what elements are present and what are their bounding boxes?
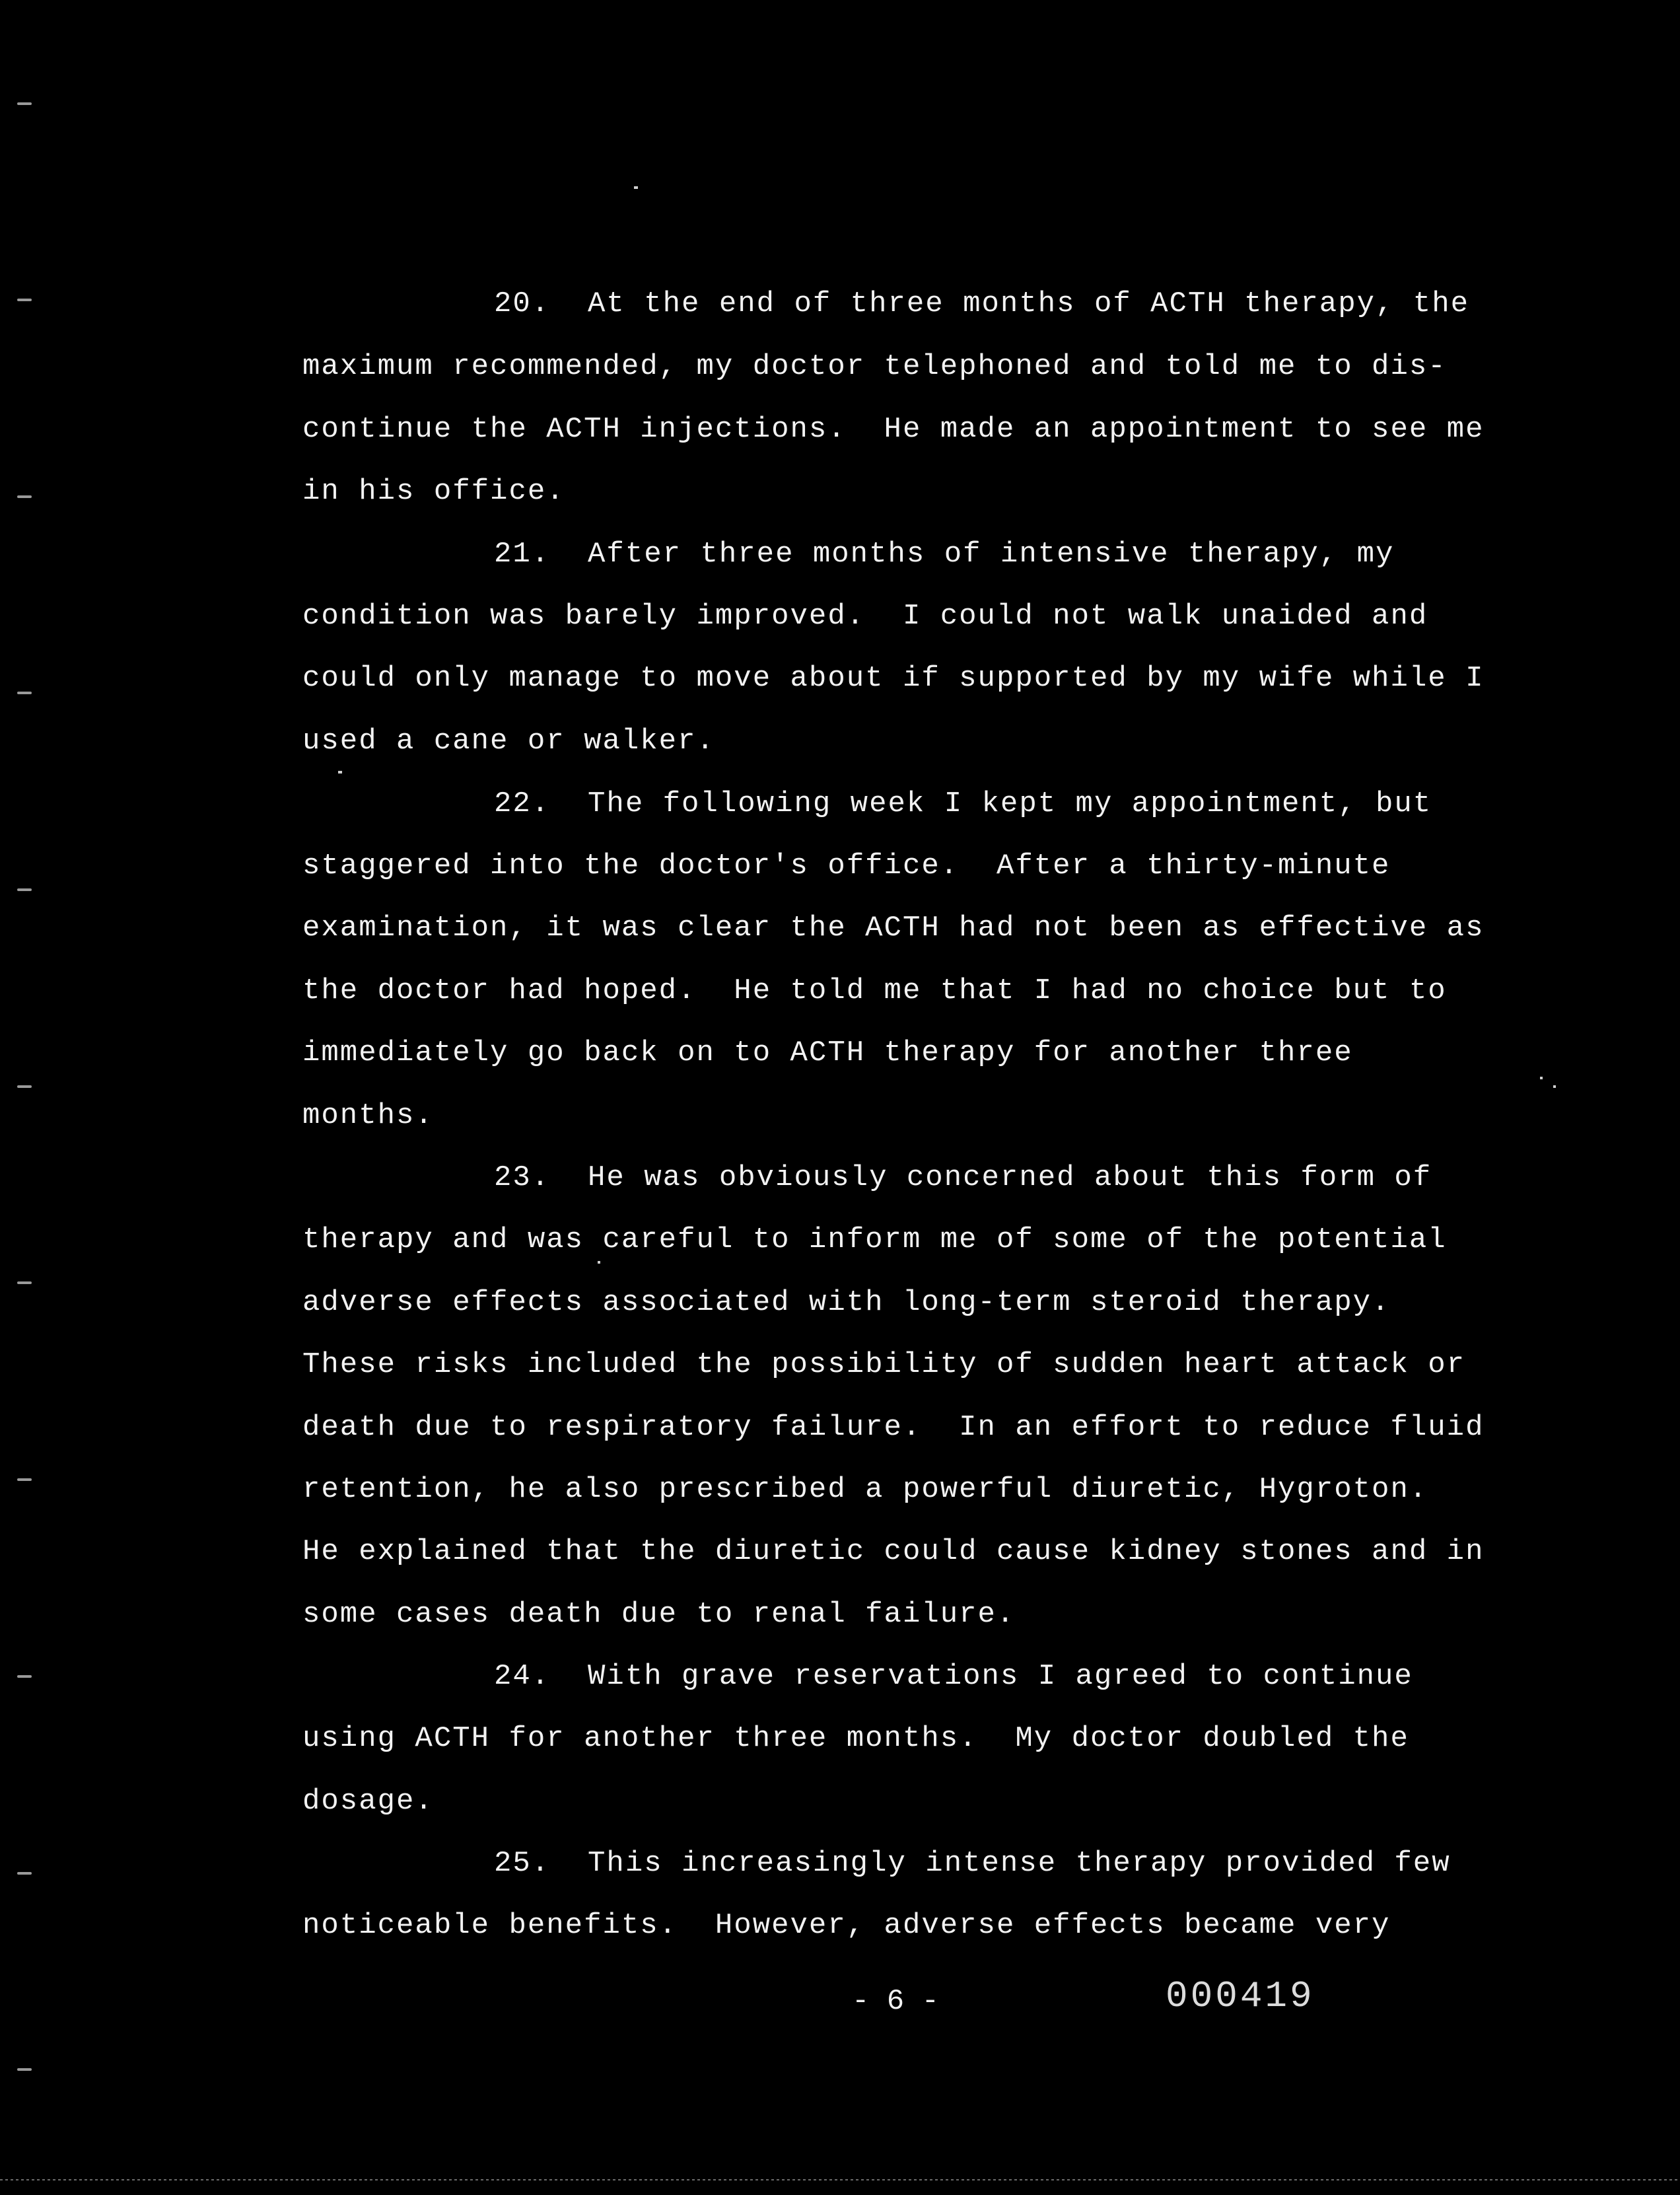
bates-number: 000419 — [1166, 1975, 1315, 2017]
scan-mark — [17, 1478, 32, 1481]
text-line: maximum recommended, my doctor telephoned and told me to dis- — [302, 350, 1447, 383]
text-line: 23. He was obviously concerned about this form of — [494, 1161, 1432, 1194]
text-line: months. — [302, 1099, 434, 1132]
scan-mark — [17, 888, 32, 891]
scan-mark — [17, 1085, 32, 1088]
scan-speck — [1540, 1077, 1543, 1079]
text-line: 20. At the end of three months of ACTH therapy, the — [494, 287, 1470, 320]
scan-mark — [17, 1281, 32, 1284]
scan-speck — [598, 1261, 600, 1264]
scan-mark — [17, 495, 32, 498]
scan-mark — [17, 102, 32, 105]
text-line: condition was barely improved. I could not walk unaided and — [302, 600, 1428, 633]
scan-speck — [338, 771, 342, 774]
text-line: therapy and was careful to inform me of some of the potential — [302, 1223, 1447, 1256]
scan-mark — [17, 1675, 32, 1678]
scan-mark — [17, 2068, 32, 2071]
text-line: 24. With grave reservations I agreed to continue — [494, 1660, 1413, 1693]
text-line: continue the ACTH injections. He made an appointment to see me — [302, 413, 1485, 446]
text-line: 22. The following week I kept my appointment, but — [494, 787, 1432, 820]
text-line: retention, he also prescribed a powerful diuretic, Hygroton. — [302, 1473, 1428, 1506]
text-line: in his office. — [302, 475, 565, 508]
scan-mark — [17, 1872, 32, 1875]
scan-speck — [1553, 1085, 1556, 1088]
text-line: death due to respiratory failure. In an effort to reduce fluid — [302, 1411, 1485, 1444]
text-line: staggered into the doctor's office. After a thirty-minute — [302, 849, 1391, 882]
text-line: These risks included the possibility of sudden heart attack or — [302, 1348, 1466, 1381]
text-line: immediately go back on to ACTH therapy for another three — [302, 1036, 1353, 1069]
text-line: noticeable benefits. However, adverse effects became very — [302, 1909, 1391, 1942]
text-line: examination, it was clear the ACTH had not been as effective as — [302, 912, 1485, 945]
text-line: 21. After three months of intensive therapy, my — [494, 538, 1395, 571]
text-line: using ACTH for another three months. My doctor doubled the — [302, 1722, 1409, 1755]
scan-edge — [0, 2179, 1680, 2180]
text-line: used a cane or walker. — [302, 725, 715, 758]
text-line: some cases death due to renal failure. — [302, 1598, 1016, 1631]
text-line: could only manage to move about if supported by my wife while I — [302, 662, 1485, 695]
text-line: 25. This increasingly intense therapy provided few — [494, 1847, 1451, 1880]
text-line: adverse effects associated with long-term steroid therapy. — [302, 1286, 1391, 1319]
text-line: the doctor had hoped. He told me that I had no choice but to — [302, 974, 1447, 1007]
scan-speck — [634, 186, 638, 189]
scan-mark — [17, 692, 32, 694]
text-line: He explained that the diuretic could cause kidney stones and in — [302, 1535, 1485, 1568]
page-number: - 6 - — [852, 1985, 940, 2018]
scan-mark — [17, 299, 32, 301]
text-line: dosage. — [302, 1785, 434, 1818]
